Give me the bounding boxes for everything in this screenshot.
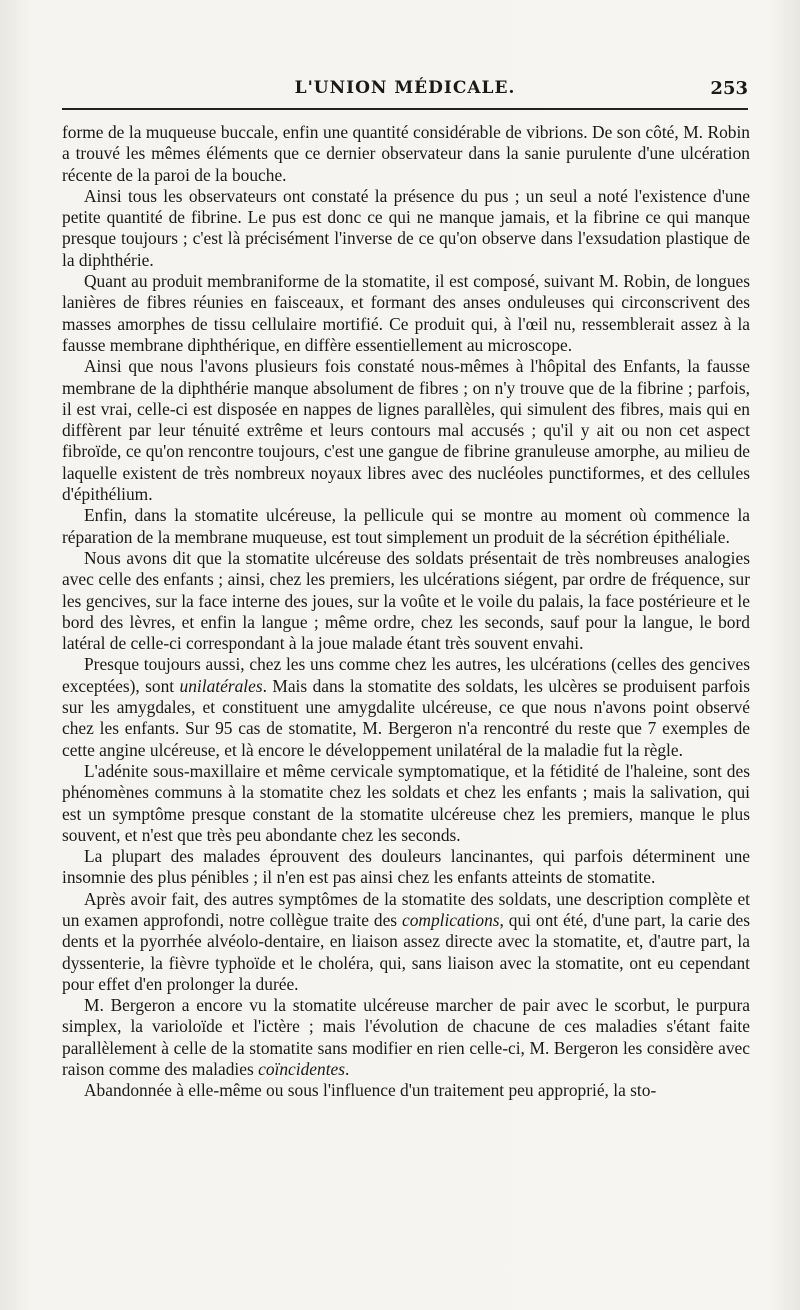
running-title: L'UNION MÉDICALE. — [294, 78, 516, 98]
paragraph: Abandonnée à elle-même ou sous l'influence d'un traitement peu approprié, la sto- — [84, 1080, 657, 1101]
text-run: . Mais dans la stomatite des soldats, les ulcères se produisent parfois sur les amygdales, et constituent une amygdalite ulcéreuse, ce que nous n'avons point observé chez les enfants. Sur 95 cas de stomatite, M. Bergeron n'a rencontré du reste que 7 exemples de cette angine ulcéreuse, et là encore le développement unilatéral de la maladie fut la règle. — [62, 675, 750, 760]
italic-term: coïncidentes — [258, 1059, 346, 1080]
paragraph — [62, 654, 750, 760]
text-run: Après avoir fait, des autres symptômes de la stomatite des soldats, une description complète et un examen approfondi, notre collègue traite des — [62, 888, 750, 930]
article-body — [62, 122, 750, 1102]
text-run: Presque toujours aussi, chez les uns comme chez les autres, les ulcérations (celles des gencives exceptées), sont — [62, 654, 750, 696]
paragraph: Nous avons dit que la stomatite ulcéreuse des soldats présentait de très nombreuses analogies avec celle des enfants ; ainsi, chez les premiers, les ulcérations siégent, par ordre de fréquence, sur les gencives, sur la face interne des joues, sur la voûte et le voile du palais, la face postérieure et le bord des lèvres, et enfin la langue ; même ordre, chez les seconds, sauf pour la langue, le bord latéral de celle-ci correspondant à la joue malade étant très souvent envahi. — [62, 547, 750, 654]
paragraph — [62, 995, 750, 1080]
page-number: 253 — [710, 78, 748, 99]
paragraph: Quant au produit membraniforme de la stomatite, il est composé, suivant M. Robin, de longues lanières de fibres réunies en faisceaux, et formant des anses onduleuses qui circonscrivent des masses amorphes de tissu cellulaire mortifié. Ce produit qui, à l'œil nu, ressemblerait assez à la fausse membrane diphthérique, en diffère essentiellement au microscope. — [62, 271, 750, 355]
paragraph: Ainsi tous les observateurs ont constaté la présence du pus ; un seul a noté l'existence d'une petite quantité de fibrine. Le pus est donc ce qui ne manque jamais, et la fibrine ce qui manque presque toujours ; c'est là précisément l'inverse de ce qu'on observe dans l'exsudation plastique de la diphthérie. — [62, 185, 750, 270]
paragraph: Ainsi que nous l'avons plusieurs fois constaté nous-mêmes à l'hôpital des Enfants, la fausse membrane de la diphthérie manque absolument de fibres ; on n'y trouve que de la fibrine ; parfois, il est vrai, celle-ci est disposée en nappes de lignes parallèles, qui simulent des fibres, mais qui en diffèrent par leur ténuité extrême et leurs contours mal accusés ; qu'il y ait ou non cet aspect fibroïde, ce qu'on rencontre toujours, c'est une gangue de fibrine granuleuse amorphe, au milieu de laquelle existent de très nombreux noyaux libres avec des nucléoles punctiformes, et des cellules d'épithélium. — [62, 356, 750, 505]
paragraph — [62, 889, 750, 995]
text-run: . — [345, 1059, 350, 1080]
text-run: M. Bergeron a encore vu la stomatite ulcéreuse marcher de pair avec le scorbut, le purpura simplex, la varioloïde et l'ictère ; mais l'évolution de chacune de ces maladies s'étant faite parallèlement à celle de la stomatite sans modifier en rien celle-ci, M. Bergeron les considère avec raison comme des maladies — [62, 995, 750, 1080]
paragraph: forme de la muqueuse buccale, enfin une quantité considérable de vibrions. De son côté, M. Robin a trouvé les mêmes éléments que ce dernier observateur dans la sanie purulente d'une ulcération récente de la paroi de la bouche. — [62, 122, 750, 185]
italic-term: complications — [401, 909, 500, 930]
paragraph: L'adénite sous-maxillaire et même cervicale symptomatique, et la fétidité de l'haleine, sont des phénomènes communs à la stomatite chez les soldats et chez les enfants ; mais la salivation, qui est un symptôme presque constant de la stomatite ulcéreuse chez les premiers, manque le plus souvent, et n'est que très peu abondante chez les seconds. — [62, 760, 750, 845]
italic-term: unilatérales — [179, 675, 263, 696]
text-run: , qui ont été, d'une part, la carie des dents et la pyorrhée alvéolo-dentaire, en liaison assez directe avec la stomatite, et, d'autre part, la dyssenterie, la fièvre typhoïde et le choléra, qui, sans liaison avec la stomatite, ont eu cependant pour effet d'en prolonger la durée. — [62, 909, 750, 994]
paragraph: Enfin, dans la stomatite ulcéreuse, la pellicule qui se montre au moment où commence la réparation de la membrane muqueuse, est tout simplement un produit de la sécrétion épithéliale. — [62, 505, 750, 547]
header-rule — [62, 108, 748, 110]
paragraph: La plupart des malades éprouvent des douleurs lancinantes, qui parfois déterminent une insomnie des plus pénibles ; il n'en est pas ainsi chez les enfants atteints de stomatite. — [62, 846, 750, 888]
page-header — [62, 78, 748, 102]
